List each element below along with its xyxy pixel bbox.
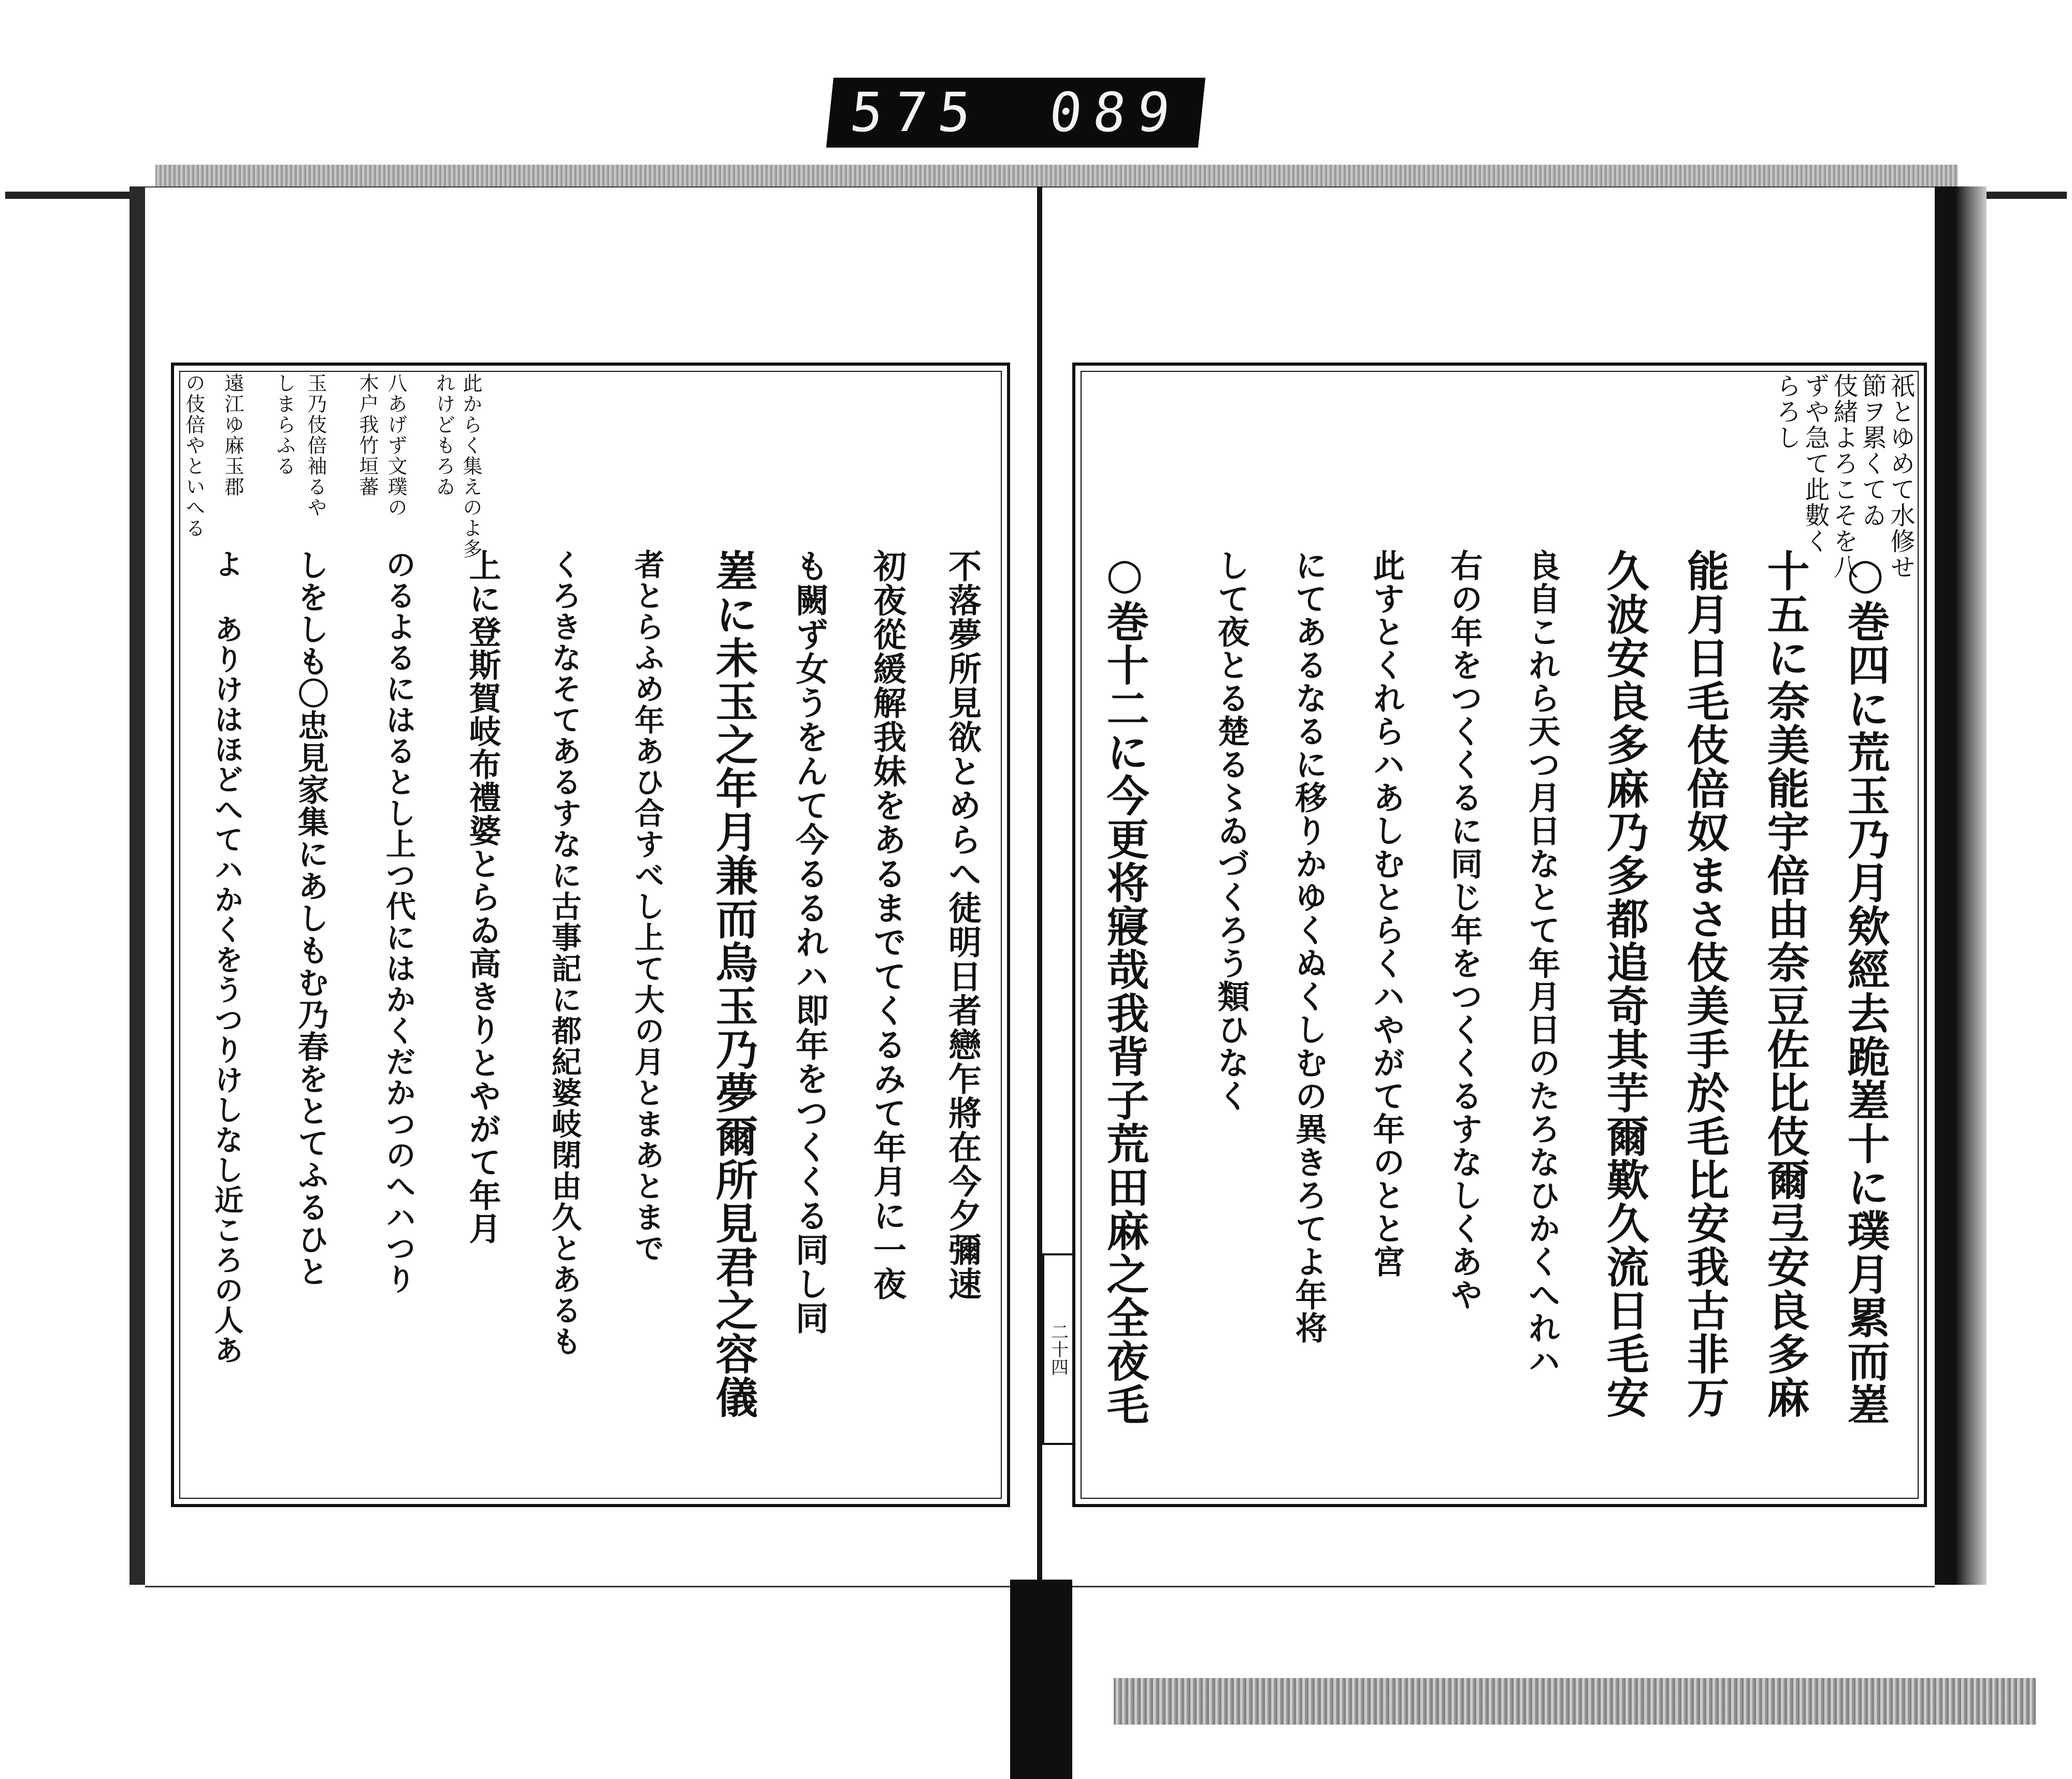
left-column: よ ありけはほどへてハかくをうつりけしなし近ころの人あ [210,549,244,1365]
right-column: 十五に奈美能宇倍由奈豆佐比伎爾弖安良多麻 [1760,549,1810,1419]
left-column: のるよるにはるとし上つ代にはかくだかつのへハつり [381,549,416,1295]
right-head-note: ずや急て此數く [1801,373,1830,554]
right-head-note: 伎緒よろこそを八 [1829,373,1858,580]
frame-number-left: 575 [847,81,986,144]
book-right-edge [1935,186,1987,1585]
left-head-note: の伎倍やといへる [182,373,205,539]
left-column: 嵳に未玉之年月兼而烏玉乃夢爾所見君之容儀 [709,549,758,1419]
spine-base [1010,1580,1072,1779]
frame-number-label [826,78,1205,148]
left-head-note: 遠江ゆ麻玉郡 [221,373,244,497]
book-left-edge [130,186,145,1585]
right-column: ○巻十二に今更将寢哉我背子荒田麻之全夜毛 [1100,549,1149,1426]
left-head-note: 八あげず文璞の [384,373,407,518]
right-column: 右の年をつくくるに同じ年をつくくるすなしくあや [1445,549,1483,1311]
right-column: 此すとくれらハあしむとらくハやがて年のとと宮 [1368,549,1405,1278]
right-head-note: らろし [1772,373,1801,451]
right-head-note: 祇とゆめて水修せ [1886,373,1915,580]
left-column: 不落夢所見欲とめらへ徒明日者戀乍將在今夕彌速 [943,549,982,1301]
right-column: ○巻四に荒玉乃月欸經去跪嵳十に璞月累而嵳 [1840,549,1890,1426]
left-head-note: 玉乃伎倍袖るや [304,373,327,518]
left-head-note: 此からく集えのよ多 [459,373,482,559]
right-column: にてあるなるに移りかゆくぬくしむの異きろてよ年将 [1290,549,1328,1344]
scan-edge-bottom [1114,1678,2036,1725]
left-head-note: れけどもろゐ [433,373,455,497]
folio-number: 二十四 [1042,1253,1074,1445]
right-head-note: 節ヲ累くてゐ [1858,373,1887,528]
right-column: 能月日毛伎倍奴まさ伎美手於毛比安我古非万 [1680,549,1730,1419]
book-spine [1037,186,1042,1580]
left-column: も闕ず女うをんて今るるれハ即年をつくくる同し同 [790,549,829,1335]
right-column: して夜とる楚る〻ゐづくろう類ひなく [1212,549,1250,1112]
left-column: しをしも〇忠見家集にあしもむ乃春をとてふるひと [293,549,329,1288]
left-column: 者とらふめ年あひ合すべし上て大の月とまあとまで [629,549,665,1264]
frame-number-right: 089 [1046,81,1185,144]
left-column: 初夜從緩解我妹をあるまでてくるみて年月に一夜 [868,549,906,1301]
left-head-note: 木户我竹垣蕃 [356,373,379,497]
left-column: くろきなそてあるすなに古事記に都紀婆岐閉由久とあるも [546,549,582,1357]
left-head-note: しまらふる [273,373,296,476]
right-column: 久波安良多麻乃多都追奇其芋爾歎久流日毛安 [1600,549,1649,1419]
right-column: 良自これら天つ月日なとて年月日のたろなひかくへれハ [1523,549,1561,1378]
left-column: 上に登斯賀岐布禮婆とらゐ高きりとやがて年月 [464,549,501,1245]
